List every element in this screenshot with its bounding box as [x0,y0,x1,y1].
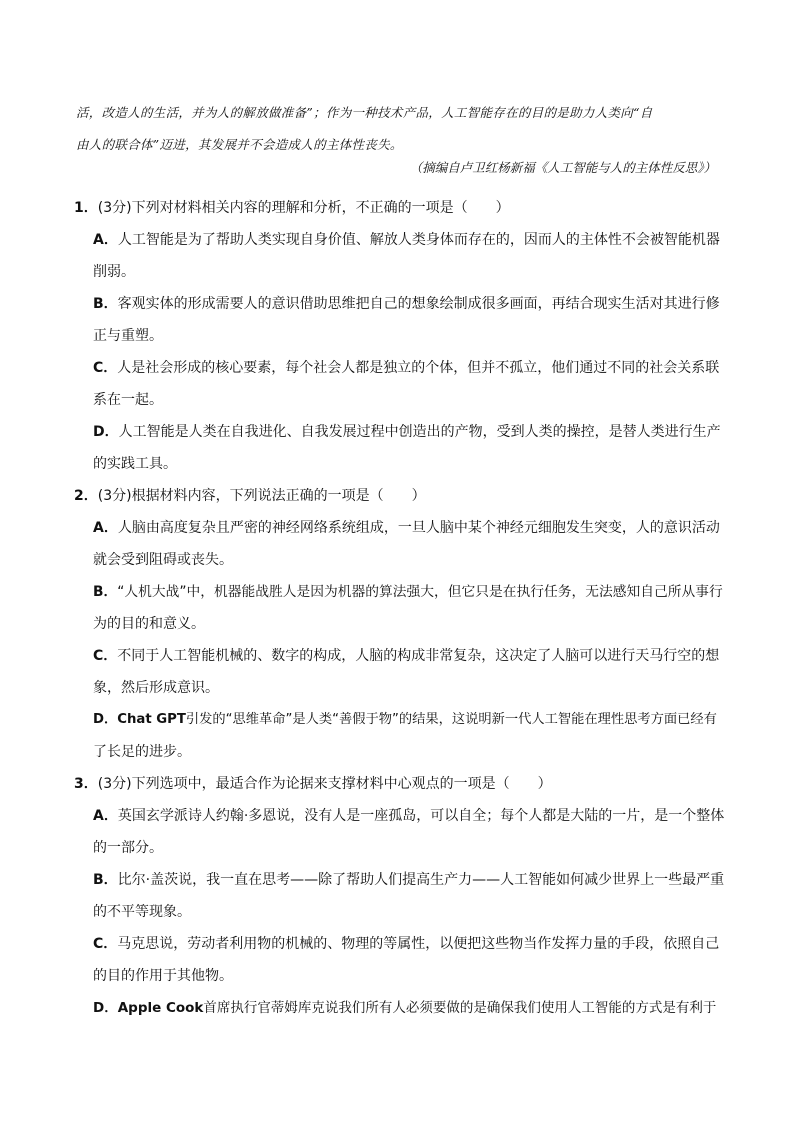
option-c[interactable] [74,928,726,992]
option-c[interactable] [74,352,726,416]
option-text-cont: 的不平等现象。 [93,904,191,920]
option-letter: A． [93,232,118,248]
option-letter: C． [93,936,118,952]
option-text: 人工智能是人类在自我进化、自我发展过程中创造出的产物，受到人类的操控，是替人类进行生产 [118,424,721,440]
question-stem [74,768,726,800]
option-d[interactable] [74,704,726,768]
option-text-cont: 系在一起。 [93,392,163,408]
option-english-term: Apple Cook [117,1000,204,1016]
option-letter: B． [93,584,118,600]
question-stem [74,480,726,512]
option-letter: D． [93,424,119,440]
option-letter: B． [93,296,118,312]
question-stem [74,192,726,224]
option-b[interactable] [74,576,726,640]
option-text: “人机大战”中，机器能战胜人是因为机器的算法强大，但它只是在执行任务，无法感知自己所从事行 [117,584,723,600]
question-text: (3分)下列选项中，最适合作为论据来支撑材料中心观点的一项是（ ） [97,776,552,792]
question-number: 2． [74,488,98,504]
option-letter: A． [93,520,118,536]
option-text: 人工智能是为了帮助人类实现自身价值、解放人类身体而存在的，因而人的主体性不会被智能机器 [117,232,720,248]
question-3 [74,768,726,1024]
option-english-term: Chat GPT [117,712,186,727]
source-citation: （摘编自卢卫红杨新福《人工智能与人的主体性反思》） [409,160,716,175]
option-text: 人脑由高度复杂且严密的神经网络系统组成，一旦人脑中某个神经元细胞发生突变，人的意识活动 [117,520,720,536]
option-c[interactable] [74,640,726,704]
option-d[interactable] [74,416,726,480]
option-b[interactable] [74,864,726,928]
option-letter: A． [93,808,118,824]
question-number: 1． [74,200,98,216]
option-text: 不同于人工智能机械的、数字的构成，人脑的构成非常复杂，这决定了人脑可以进行天马行空的想 [117,648,720,664]
option-letter: D． [93,712,118,727]
option-text-cont: 的目的作用于其他物。 [93,968,233,984]
option-a[interactable] [74,800,726,864]
option-text: 马克思说，劳动者利用物的机械的、物理的等属性，以便把这些物当作发挥力量的手段，依照自己 [117,936,720,952]
question-number: 3． [74,776,98,792]
option-text-cont: 象，然后形成意识。 [93,680,219,696]
option-text-cont: 的一部分。 [93,840,163,856]
question-2 [74,480,726,768]
option-letter: C． [93,648,118,664]
option-text: 引发的“思维革命”是人类“善假于物”的结果，这说明新一代人工智能在理性思考方面已经有 [185,712,717,727]
option-letter: D． [93,1000,118,1016]
option-text: 比尔·盖茨说，我一直在思考——除了帮助人们提高生产力——人工智能如何减少世界上一些最严重 [117,872,725,888]
passage-excerpt [76,97,716,161]
option-a[interactable] [74,224,726,288]
option-letter: B． [93,872,118,888]
option-text: 客观实体的形成需要人的意识借助思维把自己的想象绘制成很多画面，再结合现实生活对其进行修 [117,296,720,312]
question-text: (3分)根据材料内容，下列说法正确的一项是（ ） [97,488,426,504]
option-text: 首席执行官蒂姆库克说我们所有人必须要做的是确保我们使用人工智能的方式是有利于 [203,1000,717,1016]
option-text-cont: 的实践工具。 [93,456,177,472]
option-a[interactable] [74,512,726,576]
option-text: 英国玄学派诗人约翰·多恩说，没有人是一座孤岛，可以自全；每个人都是大陆的一片，是一个整体 [117,808,725,824]
option-text-cont: 削弱。 [93,264,135,280]
option-text-cont: 就会受到阻碍或丧失。 [93,552,233,568]
passage-line: 活，改造人的生活，并为人的解放做准备”；作为一种技术产品，人工智能存在的目的是助力人类向“自 [76,105,653,120]
option-text-cont: 正与重塑。 [93,328,163,344]
option-b[interactable] [74,288,726,352]
question-1 [74,192,726,480]
question-text: (3分)下列对材料相关内容的理解和分析，不正确的一项是（ ） [97,200,510,216]
option-text: 人是社会形成的核心要素，每个社会人都是独立的个体，但并不孤立，他们通过不同的社会关系联 [117,360,720,376]
option-letter: C． [93,360,118,376]
option-d[interactable] [74,992,726,1024]
passage-line: 由人的联合体”迈进，其发展并不会造成人的主体性丧失。 [76,137,403,152]
option-text-cont: 了长足的进步。 [93,744,191,760]
option-text-cont: 为的目的和意义。 [93,616,205,632]
